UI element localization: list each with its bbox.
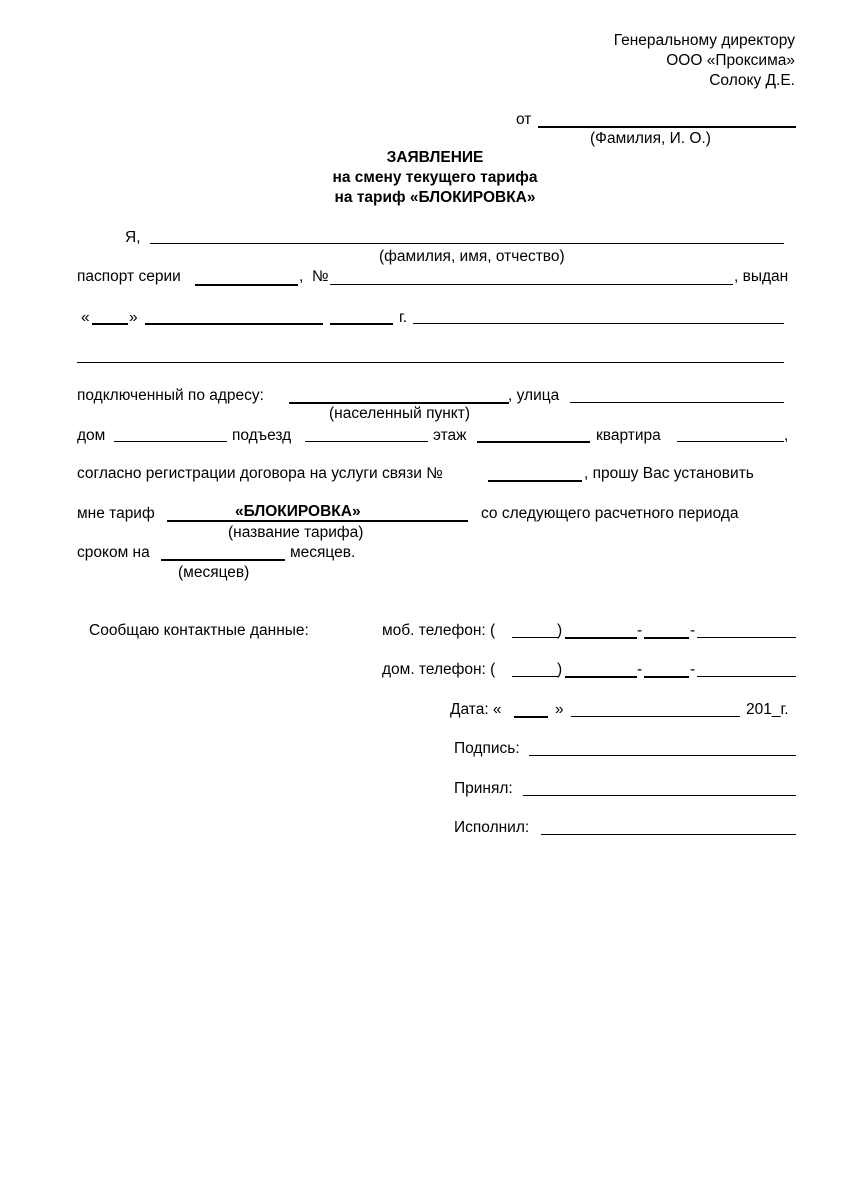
issued-day-field[interactable]	[92, 323, 128, 325]
passport-number-field[interactable]	[330, 284, 733, 285]
issued-year-label: г.	[399, 309, 408, 326]
months-hint: (месяцев)	[178, 564, 250, 581]
from-hint: (Фамилия, И. О.)	[590, 130, 711, 147]
mobile-part2-field[interactable]	[644, 637, 689, 639]
request-text: , прошу Вас установить	[584, 465, 754, 482]
issued-by-field[interactable]	[413, 323, 784, 324]
mobile-phone-label: моб. телефон: (	[382, 622, 496, 639]
passport-number-label: №	[312, 268, 329, 285]
house-field[interactable]	[114, 441, 227, 442]
executed-label: Исполнил:	[454, 819, 530, 836]
addressee-line-1: Генеральному директору	[613, 32, 795, 49]
contract-text: согласно регистрации договора на услуги связи №	[77, 465, 443, 482]
accepted-field[interactable]	[523, 795, 796, 796]
home-paren-close: )	[557, 661, 563, 678]
accepted-label: Принял:	[454, 780, 513, 797]
executed-field[interactable]	[541, 834, 796, 835]
addressee-line-3: Солоку Д.Е.	[709, 72, 795, 89]
issued-quote-close: »	[129, 309, 138, 326]
street-label: , улица	[508, 387, 560, 404]
house-label: дом	[77, 427, 106, 444]
home-code-field[interactable]	[512, 676, 558, 677]
contacts-label: Сообщаю контактные данные:	[89, 622, 309, 639]
home-part2-field[interactable]	[644, 676, 689, 678]
contract-number-field[interactable]	[488, 480, 582, 482]
passport-comma: ,	[299, 268, 304, 285]
document-subtitle-1: на смену текущего тарифа	[332, 169, 538, 186]
period-text: со следующего расчетного периода	[481, 505, 739, 522]
date-year-suffix: 201_г.	[746, 701, 789, 718]
term-months-field[interactable]	[161, 559, 285, 561]
mobile-dash-1: -	[637, 622, 643, 639]
tariff-hint: (название тарифа)	[228, 524, 364, 541]
locality-field[interactable]	[289, 402, 509, 404]
locality-hint: (населенный пункт)	[329, 405, 471, 422]
floor-label: этаж	[433, 427, 467, 444]
tariff-value: «БЛОКИРОВКА»	[235, 503, 361, 520]
from-name-field[interactable]	[538, 126, 796, 128]
apartment-comma: ,	[784, 427, 789, 444]
date-day-field[interactable]	[514, 716, 548, 718]
issued-by-field-continued[interactable]	[77, 362, 784, 363]
apartment-field[interactable]	[677, 441, 784, 442]
mobile-paren-close: )	[557, 622, 563, 639]
date-label: Дата: «	[450, 701, 502, 718]
addressee-line-2: ООО «Проксима»	[666, 52, 795, 69]
ya-label: Я,	[125, 229, 141, 246]
entrance-field[interactable]	[305, 441, 428, 442]
passport-label: паспорт серии	[77, 268, 181, 285]
date-month-field[interactable]	[571, 716, 740, 717]
floor-field[interactable]	[477, 441, 590, 443]
months-label: месяцев.	[290, 544, 356, 561]
issued-quote-open: «	[81, 309, 90, 326]
from-label: от	[516, 111, 532, 128]
street-field[interactable]	[570, 402, 784, 403]
fio-field[interactable]	[150, 243, 784, 244]
mobile-part3-field[interactable]	[697, 637, 796, 638]
term-label: сроком на	[77, 544, 150, 561]
fio-hint: (фамилия, имя, отчество)	[379, 248, 565, 265]
apartment-label: квартира	[596, 427, 661, 444]
home-dash-2: -	[690, 661, 696, 678]
mobile-dash-2: -	[690, 622, 696, 639]
signature-field[interactable]	[529, 755, 796, 756]
document-subtitle-2: на тариф «БЛОКИРОВКА»	[334, 189, 536, 206]
home-part3-field[interactable]	[697, 676, 796, 677]
signature-label: Подпись:	[454, 740, 520, 757]
home-dash-1: -	[637, 661, 643, 678]
mobile-part1-field[interactable]	[565, 637, 637, 639]
passport-series-field[interactable]	[195, 284, 298, 286]
issued-year-field[interactable]	[330, 323, 393, 325]
date-quote-close: »	[555, 701, 564, 718]
home-phone-label: дом. телефон: (	[382, 661, 496, 678]
home-part1-field[interactable]	[565, 676, 637, 678]
tariff-label: мне тариф	[77, 505, 155, 522]
mobile-code-field[interactable]	[512, 637, 558, 638]
issued-month-field[interactable]	[145, 323, 323, 325]
issued-label: , выдан	[734, 268, 789, 285]
address-label: подключенный по адресу:	[77, 387, 264, 404]
entrance-label: подъезд	[232, 427, 292, 444]
document-title: ЗАЯВЛЕНИЕ	[386, 149, 484, 166]
